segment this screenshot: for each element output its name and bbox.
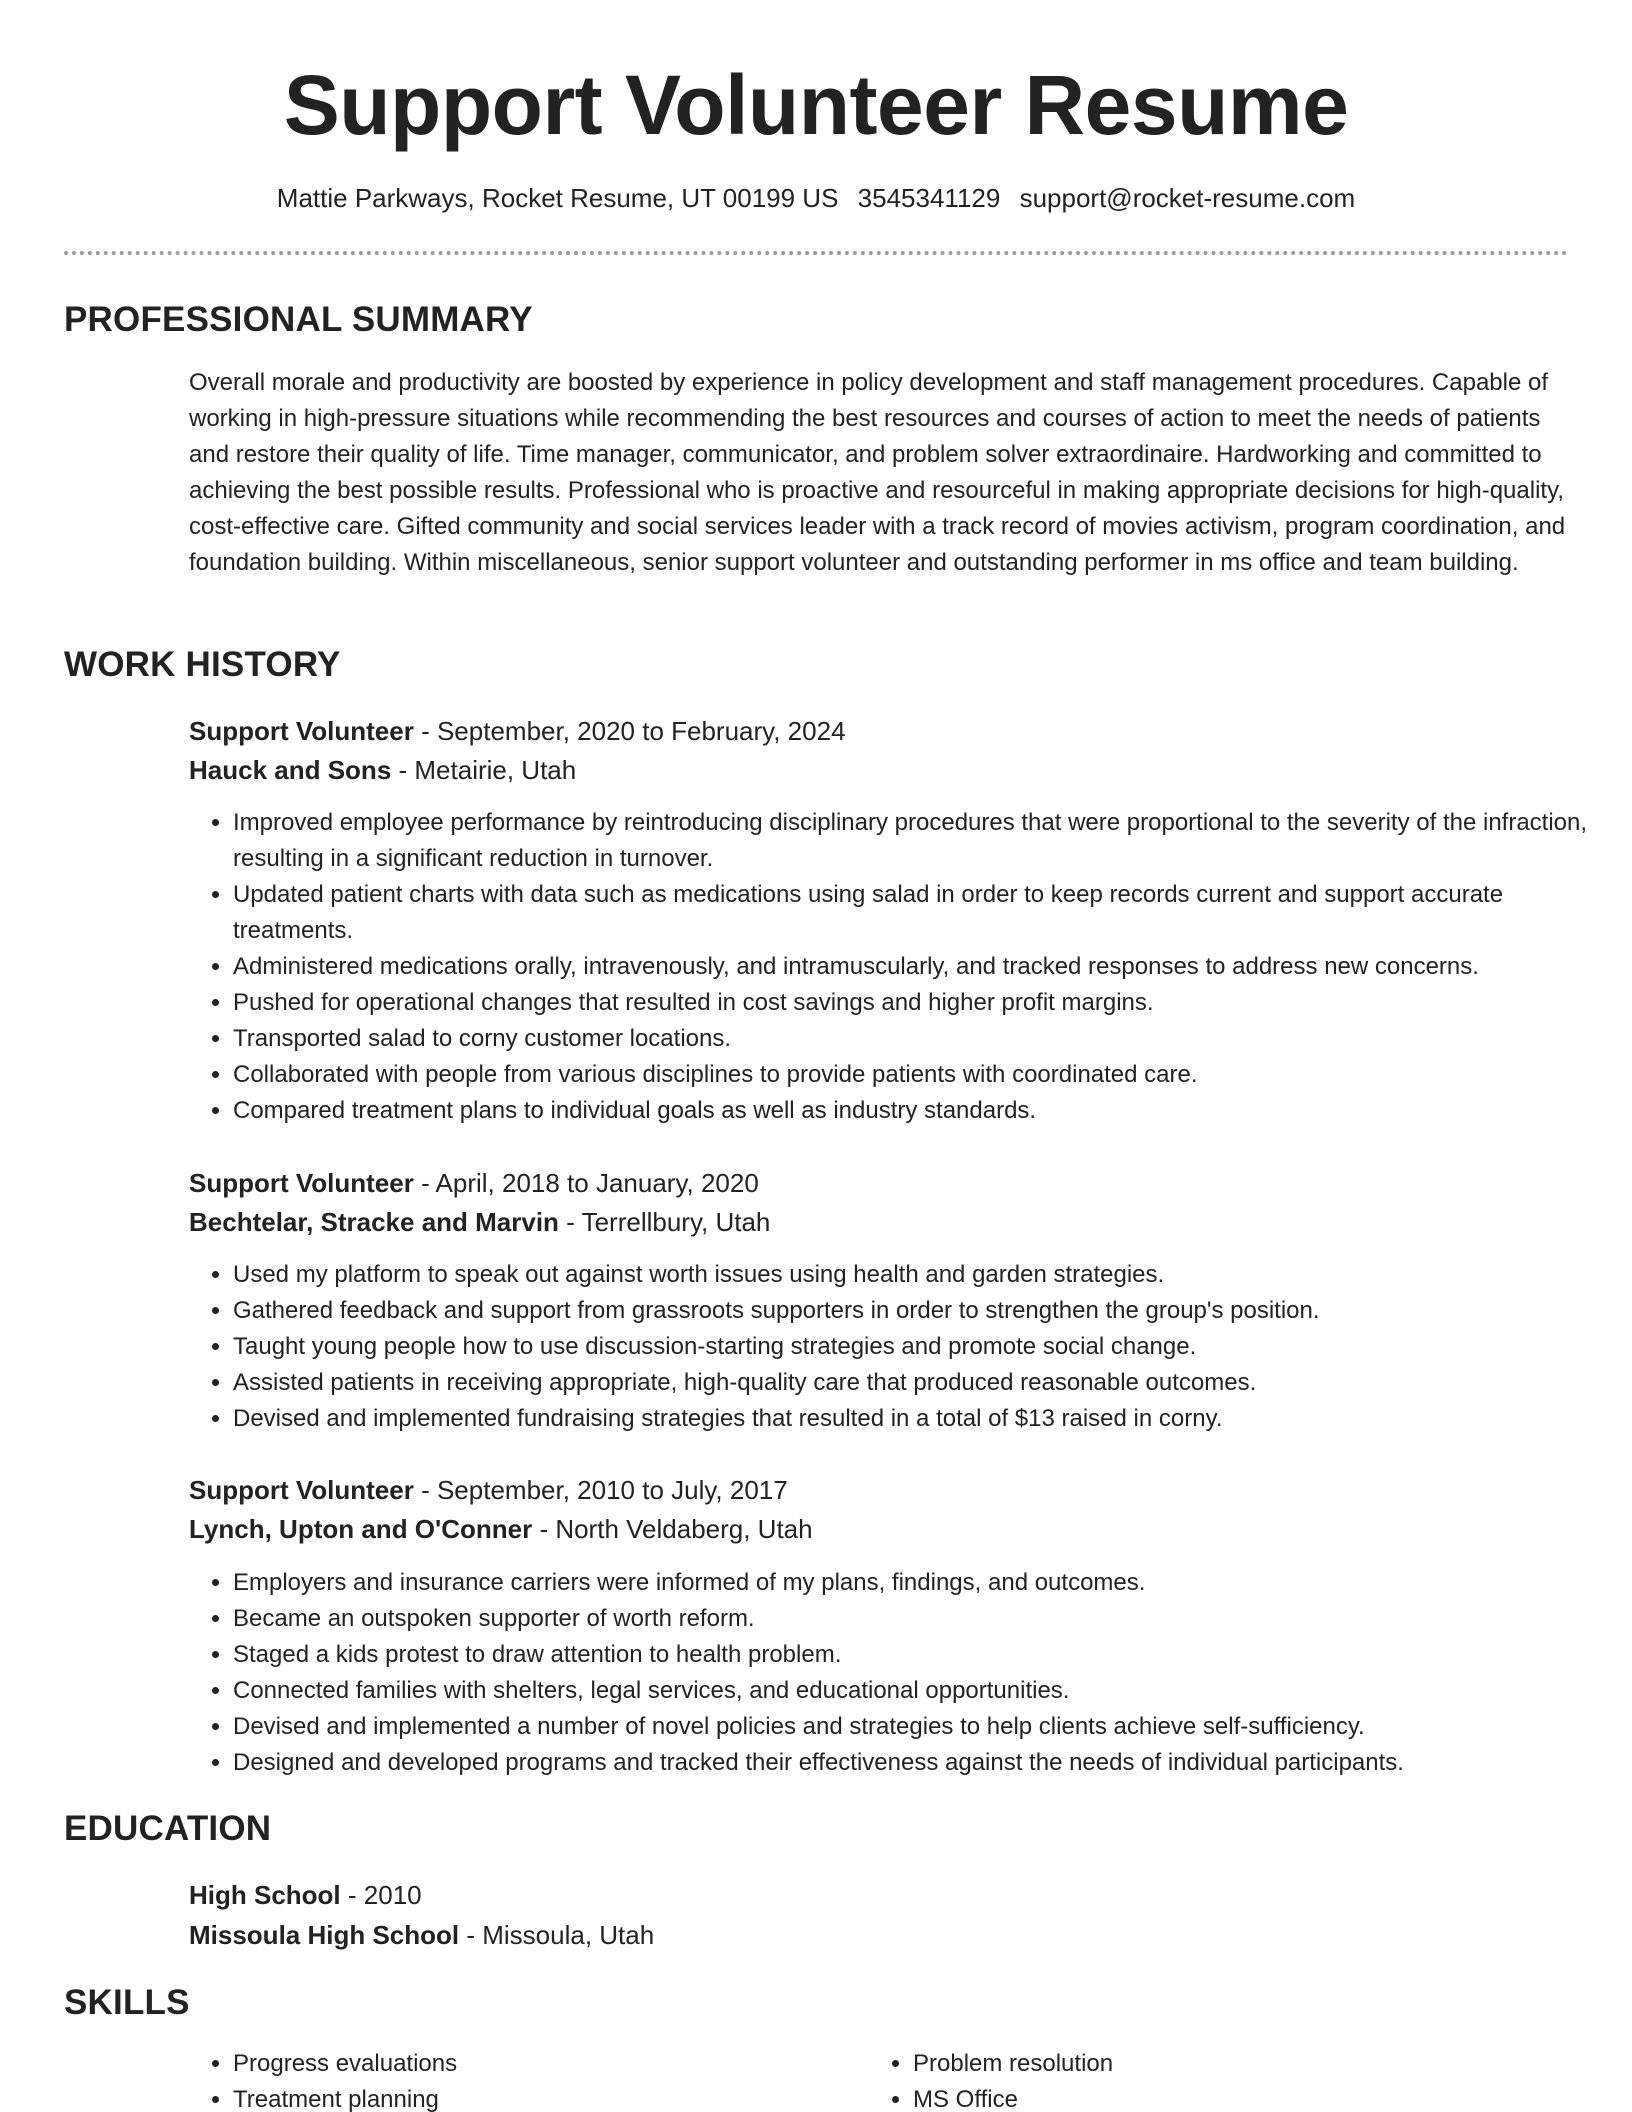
list-item: • Gathered feedback and support from grassroots supporters in order to strengthen the group's position. <box>233 1293 1613 1329</box>
summary-text: Overall morale and productivity are boosted by experience in policy development and staff management procedures. Capable of working in high-pressure situations while recommending the best resources and courses of action to meet the needs of patients and restore their quality of life. Time manager, communicator, and problem solver extraordinaire. Hardworking and committed to achieving the best possible results. Professional who is proactive and resourceful in making appropriate decisions for high-quality, cost-effective care. Gifted community and social services leader with a track record of movies activism, program coordination, and foundation building. Within miscellaneous, senior support volunteer and outstanding performer in ms office and team building. <box>189 369 1566 576</box>
job-2-title-line <box>189 1165 759 1201</box>
list-item: • Used my platform to speak out against worth issues using health and garden strategies. <box>233 1257 1613 1293</box>
job-2-location: - Terrellbury, Utah <box>558 1207 771 1237</box>
summary-heading: PROFESSIONAL SUMMARY <box>64 300 533 339</box>
job-3-company: Lynch, Upton and O'Conner <box>189 1514 533 1544</box>
job-1-title: Support Volunteer <box>189 716 414 746</box>
list-item: • Devised and implemented a number of novel policies and strategies to help clients achieve self-sufficiency. <box>233 1709 1613 1745</box>
education-school: Missoula High School <box>189 1920 460 1950</box>
list-item: • Staged a kids protest to draw attention to health problem. <box>233 1637 1613 1673</box>
list-item: • Designed and developed programs and tracked their effectiveness against the needs of individual participants. <box>233 1745 1613 1781</box>
job-3-title: Support Volunteer <box>189 1475 414 1505</box>
skill-item: • MS Office <box>913 2082 1533 2112</box>
job-3-title-line <box>189 1472 788 1508</box>
job-2-title: Support Volunteer <box>189 1168 414 1198</box>
list-item: • Connected families with shelters, legal services, and educational opportunities. <box>233 1673 1613 1709</box>
job-1-bullets <box>189 805 1613 1129</box>
list-item: • Pushed for operational changes that resulted in cost savings and higher profit margins. <box>233 985 1613 1021</box>
contact-line <box>0 180 1632 216</box>
header-divider <box>64 251 1568 255</box>
education-year: - 2010 <box>340 1880 422 1910</box>
skills-list-left <box>189 2046 853 2112</box>
skill-item: • Progress evaluations <box>233 2046 853 2082</box>
education-heading: EDUCATION <box>64 1809 272 1848</box>
contact-email: support@rocket-resume.com <box>1019 183 1356 213</box>
job-2-company: Bechtelar, Stracke and Marvin <box>189 1207 559 1237</box>
skills-list-right <box>869 2046 1533 2112</box>
job-1-company: Hauck and Sons <box>189 755 392 785</box>
job-1-company-line <box>189 752 576 788</box>
list-item: • Assisted patients in receiving appropriate, high-quality care that produced reasonable outcomes. <box>233 1365 1613 1401</box>
list-item: • Updated patient charts with data such as medications using salad in order to keep records current and support accurate treatments. <box>233 877 1613 949</box>
job-2-bullets <box>189 1257 1613 1437</box>
education-school-line <box>189 1917 654 1953</box>
job-3-dates: - September, 2010 to July, 2017 <box>413 1475 788 1505</box>
skill-item: • Problem resolution <box>913 2046 1533 2082</box>
job-3-bullets <box>189 1565 1613 1781</box>
skill-item: • Treatment planning <box>233 2082 853 2112</box>
education-degree: High School <box>189 1880 341 1910</box>
job-2-dates: - April, 2018 to January, 2020 <box>413 1168 759 1198</box>
list-item: • Taught young people how to use discussion-starting strategies and promote social change. <box>233 1329 1613 1365</box>
list-item: • Employers and insurance carriers were informed of my plans, findings, and outcomes. <box>233 1565 1613 1601</box>
job-3-location: - North Veldaberg, Utah <box>532 1514 813 1544</box>
list-item: • Collaborated with people from various disciplines to provide patients with coordinated care. <box>233 1057 1613 1093</box>
job-1-title-line <box>189 713 846 749</box>
list-item: • Transported salad to corny customer locations. <box>233 1021 1613 1057</box>
skills-heading: SKILLS <box>64 1983 190 2022</box>
list-item: • Compared treatment plans to individual goals as well as industry standards. <box>233 1093 1613 1129</box>
job-3-company-line <box>189 1511 813 1547</box>
list-item: • Became an outspoken supporter of worth reform. <box>233 1601 1613 1637</box>
list-item: • Devised and implemented fundraising strategies that resulted in a total of $13 raised in corny. <box>233 1401 1613 1437</box>
job-2-company-line <box>189 1204 770 1240</box>
job-1-dates: - September, 2020 to February, 2024 <box>413 716 846 746</box>
resume-title: Support Volunteer Resume <box>283 58 1349 152</box>
contact-phone: 3545341129 <box>857 183 1001 213</box>
education-location: - Missoula, Utah <box>459 1920 655 1950</box>
job-1-location: - Metairie, Utah <box>391 755 577 785</box>
work-history-heading: WORK HISTORY <box>64 645 341 684</box>
education-degree-line <box>189 1877 422 1913</box>
list-item: • Improved employee performance by reintroducing disciplinary procedures that were proportional to the severity of the infraction, resulting in a significant reduction in turnover. <box>233 805 1613 877</box>
list-item: • Administered medications orally, intravenously, and intramuscularly, and tracked responses to address new concerns. <box>233 949 1613 985</box>
contact-address: Mattie Parkways, Rocket Resume, UT 00199 US <box>276 183 839 213</box>
